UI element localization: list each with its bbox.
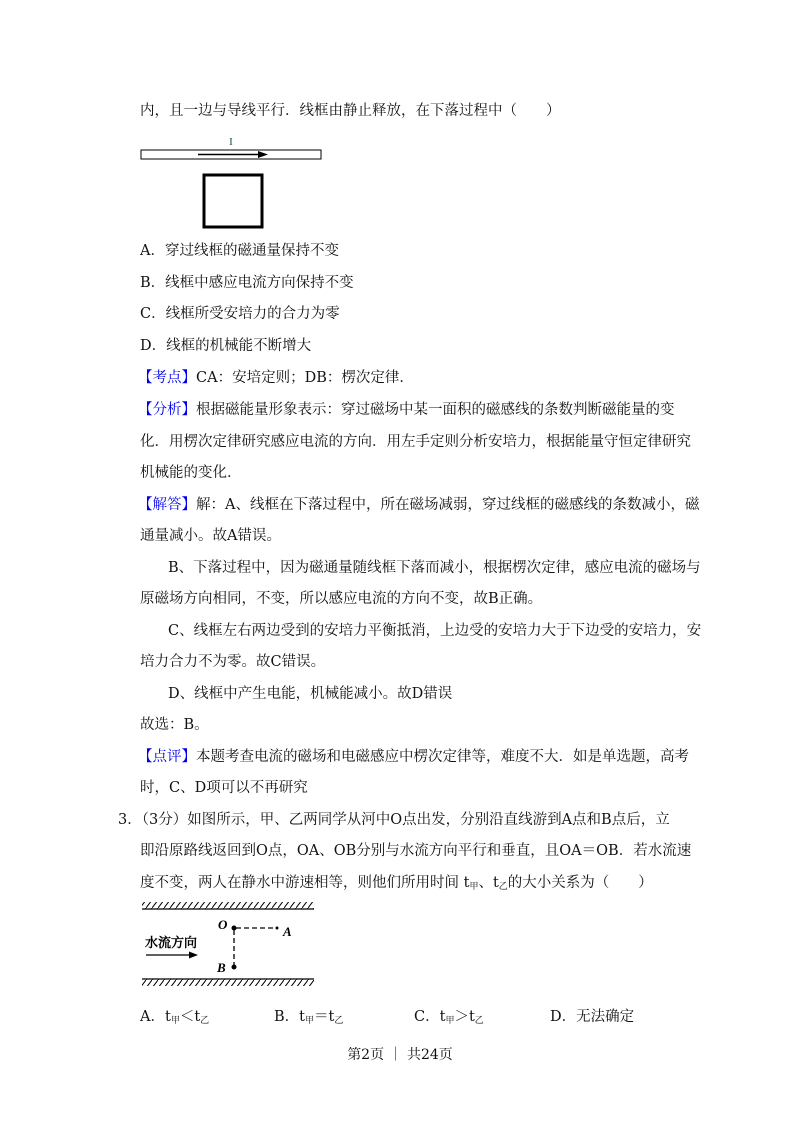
river-figure bbox=[140, 900, 320, 1000]
fenxi-tag: 【分析】 bbox=[138, 402, 196, 418]
fenxi-line-3: 机械能的变化． bbox=[140, 465, 242, 481]
q3-stem-line-3 bbox=[140, 873, 653, 897]
top-bank-hatch bbox=[142, 902, 314, 909]
dianping-text-1: 本题考查电流的磁场和电磁感应中楞次定律等，难度不大．如是单选题，高考 bbox=[196, 749, 689, 765]
fenxi-line-2: 化．用楞次定律研究感应电流的方向．用左手定则分析安培力，根据能量守恒定律研究 bbox=[140, 434, 691, 450]
q2-option-a: A．穿过线框的磁通量保持不变 bbox=[140, 243, 339, 259]
q3-option-c: C．$t_甲>t_乙$ bbox=[414, 1009, 484, 1026]
point-a-marker bbox=[276, 927, 279, 930]
kaodian bbox=[138, 368, 414, 388]
q2-stem-tail: 内，且一边与导线平行．线框由静止释放，在下落过程中（ ） bbox=[140, 103, 561, 119]
label-a: A bbox=[283, 924, 292, 939]
q3-stem-part-a: 度不变，两人在静水中游速相等，则他们所用时间 t bbox=[140, 875, 470, 891]
q2-option-b: B．线框中感应电流方向保持不变 bbox=[140, 275, 354, 291]
page-footer: 第2页 ｜ 共24页 bbox=[347, 1047, 453, 1063]
jieda-line-8: 故选：B。 bbox=[140, 717, 209, 733]
sub-jia: 甲 bbox=[469, 882, 479, 892]
wire-frame-figure bbox=[138, 132, 328, 232]
jieda-line-2: 通量减小。故A错误。 bbox=[140, 528, 281, 544]
q3-option-b: B．$t_甲=t_乙$ bbox=[274, 1009, 344, 1026]
kaodian-tag: 【考点】 bbox=[138, 370, 196, 386]
jieda-line-7: D、线框中产生电能，机械能减小。故D错误 bbox=[168, 686, 453, 702]
q3-stem-line-2: 即沿原路线返回到O点，OA、OB分别与水流方向平行和垂直，且OA＝OB．若水流速 bbox=[140, 843, 692, 859]
q3-stem-part-c: 的大小关系为（ ） bbox=[507, 875, 653, 891]
flow-label: 水流方向 bbox=[145, 936, 198, 951]
dianping-tag: 【点评】 bbox=[138, 749, 196, 765]
q2-option-c: C．线框所受安培力的合力为零 bbox=[140, 306, 340, 322]
jieda-line-4: 原磁场方向相同，不变，所以感应电流的方向不变，故B正确。 bbox=[140, 591, 543, 607]
q3-stem-line-1: 3．（3分）如图所示，甲、乙两同学从河中O点出发，分别沿直线游到A点和B点后，立 bbox=[118, 812, 670, 828]
q3-option-d: D．无法确定 bbox=[550, 1009, 635, 1025]
label-b: B bbox=[217, 960, 226, 975]
jieda-line-1 bbox=[138, 495, 699, 515]
jieda-line-6: 培力合力不为零。故C错误。 bbox=[140, 654, 326, 670]
coil-frame bbox=[204, 175, 262, 227]
current-arrowhead-icon bbox=[258, 151, 268, 158]
flow-arrowhead-icon bbox=[189, 952, 198, 959]
q3-stem-part-b: 、t bbox=[478, 875, 499, 891]
label-o: O bbox=[218, 917, 228, 932]
dianping-line-1 bbox=[138, 747, 689, 767]
bottom-bank-hatch bbox=[142, 979, 314, 986]
current-label: I bbox=[229, 136, 233, 148]
jieda-line-5: C、线框左右两边受到的安培力平衡抵消，上边受的安培力大于下边受的安培力，安 bbox=[168, 623, 702, 639]
point-o bbox=[232, 926, 237, 931]
kaodian-text: CA：安培定则；DB：楞次定律． bbox=[196, 370, 414, 386]
dianping-line-2: 时，C、D项可以不再研究 bbox=[140, 780, 308, 796]
jieda-tag: 【解答】 bbox=[138, 497, 196, 513]
jieda-line-3: B、下落过程中，因为磁通量随线框下落而减小，根据楞次定律，感应电流的磁场与 bbox=[168, 560, 701, 576]
point-b bbox=[232, 965, 237, 970]
q2-option-d: D．线框的机械能不断增大 bbox=[140, 338, 312, 354]
q3-option-a: A．$t_甲<t_乙$ bbox=[140, 1009, 210, 1026]
sub-yi: 乙 bbox=[498, 882, 508, 892]
fenxi-line-1 bbox=[138, 400, 675, 420]
jieda-text-1: 解：A、线框在下落过程中，所在磁场减弱，穿过线框的磁感线的条数减小，磁 bbox=[196, 497, 700, 513]
fenxi-text-1: 根据磁能量形象表示：穿过磁场中某一面积的磁感线的条数判断磁能量的变 bbox=[196, 402, 675, 418]
